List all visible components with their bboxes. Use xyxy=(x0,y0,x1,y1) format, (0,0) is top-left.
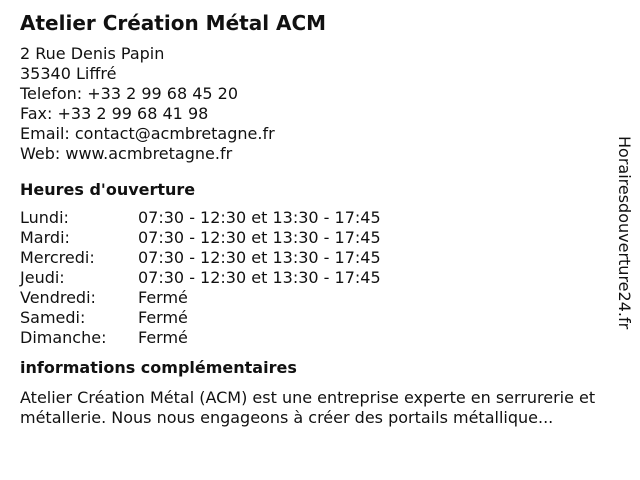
hours-row xyxy=(20,328,620,348)
hours-time: 07:30 - 12:30 et 13:30 - 17:45 xyxy=(138,228,381,247)
hours-row xyxy=(20,308,620,328)
contact-block xyxy=(20,44,620,164)
phone-line: Telefon: +33 2 99 68 45 20 xyxy=(20,84,239,103)
business-description: Atelier Création Métal (ACM) est une entreprise experte en serrurerie et métallerie. Nous nous engageons à créer des portails métallique... xyxy=(20,388,596,427)
hours-time: 07:30 - 12:30 et 13:30 - 17:45 xyxy=(138,208,381,227)
postal-city: 35340 Liffré xyxy=(20,64,117,83)
hours-row xyxy=(20,288,620,308)
hours-time: Fermé xyxy=(138,328,188,347)
hours-time: Fermé xyxy=(138,308,188,327)
hours-time: 07:30 - 12:30 et 13:30 - 17:45 xyxy=(138,248,381,267)
hours-day: Mercredi: xyxy=(20,248,95,267)
hours-time: Fermé xyxy=(138,288,188,307)
business-card xyxy=(20,10,620,428)
email-line: Email: contact@acmbretagne.fr xyxy=(20,124,275,143)
hours-heading: Heures d'ouverture xyxy=(20,180,196,199)
fax-line: Fax: +33 2 99 68 41 98 xyxy=(20,104,209,123)
hours-row xyxy=(20,268,620,288)
hours-row xyxy=(20,228,620,248)
hours-day: Lundi: xyxy=(20,208,69,227)
street-address: 2 Rue Denis Papin xyxy=(20,44,165,63)
hours-table xyxy=(20,208,620,348)
info-heading: informations complémentaires xyxy=(20,358,297,377)
business-name: Atelier Création Métal ACM xyxy=(20,11,327,35)
hours-day: Vendredi: xyxy=(20,288,96,307)
web-line: Web: www.acmbretagne.fr xyxy=(20,144,233,163)
hours-row xyxy=(20,208,620,228)
hours-day: Jeudi: xyxy=(20,268,65,287)
site-watermark: Horairesdouverture24.fr xyxy=(615,136,634,330)
hours-day: Dimanche: xyxy=(20,328,107,347)
hours-time: 07:30 - 12:30 et 13:30 - 17:45 xyxy=(138,268,381,287)
hours-day: Samedi: xyxy=(20,308,86,327)
hours-day: Mardi: xyxy=(20,228,70,247)
hours-row xyxy=(20,248,620,268)
